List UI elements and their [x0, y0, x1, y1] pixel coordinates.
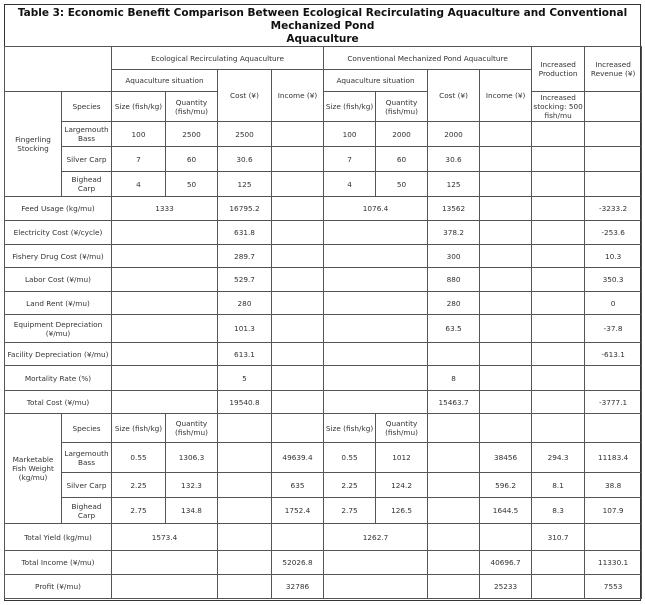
blank-cell [480, 391, 532, 414]
eco-cost-cell [218, 473, 272, 498]
row-label: Fishery Drug Cost (¥/mu) [5, 245, 112, 268]
increased-revenue-cell: 38.8 [585, 473, 642, 498]
eco-cost-cell: 289.7 [218, 245, 272, 268]
conv-size-cell: 100 [324, 122, 376, 147]
eco-quantity-cell: 50 [166, 172, 218, 197]
blank-cell [218, 575, 272, 599]
header-conv-income: Income (¥) [480, 70, 532, 122]
blank-cell [428, 414, 480, 443]
blank-cell [272, 524, 324, 551]
eco-cost-cell: 529.7 [218, 268, 272, 292]
eco-cost-cell [218, 443, 272, 473]
eco-cost-cell: 613.1 [218, 343, 272, 366]
conv-income-cell [480, 197, 532, 221]
blank-cell [218, 524, 272, 551]
conv-quantity-cell: 50 [376, 172, 428, 197]
blank-cell [324, 575, 428, 599]
conv-size-cell: 2.75 [324, 498, 376, 524]
row-label: Total Yield (kg/mu) [5, 524, 112, 551]
conv-cost-cell [428, 343, 480, 366]
table-row [5, 414, 642, 443]
blank-cell [480, 524, 532, 551]
blank-cell [532, 366, 585, 391]
increased-revenue-cell [585, 147, 642, 172]
increased-production-cell [532, 147, 585, 172]
row-label: Feed Usage (kg/mu) [5, 197, 112, 221]
species-cell: Bighead Carp [62, 172, 112, 197]
eco-income-cell: 49639.4 [272, 443, 324, 473]
conv-quantity-cell: 126.5 [376, 498, 428, 524]
table-row [5, 473, 642, 498]
eco-size-cell: 7 [112, 147, 166, 172]
conv-cost-cell [428, 498, 480, 524]
conv-size-header: Size (fish/kg) [324, 92, 376, 122]
increased-revenue-cell: 11183.4 [585, 443, 642, 473]
eco-income-cell: 1752.4 [272, 498, 324, 524]
row-label: Mortality Rate (%) [5, 366, 112, 391]
increased-revenue-cell: 11330.1 [585, 551, 642, 575]
eco-cost-cell: 19540.8 [218, 391, 272, 414]
blank-cell [532, 551, 585, 575]
blank-cell [480, 268, 532, 292]
blank-cell [532, 414, 585, 443]
eco-size-cell: 100 [112, 122, 166, 147]
row-label: Facility Depreciation (¥/mu) [5, 343, 112, 366]
blank-cell [324, 221, 428, 245]
blank-cell [272, 366, 324, 391]
increased-production-cell: 294.3 [532, 443, 585, 473]
conv-cost-cell: 8 [428, 366, 480, 391]
table-row [5, 551, 642, 575]
species-header: Species [62, 414, 112, 443]
title-line-2: Aquaculture [286, 33, 359, 45]
table-row [5, 443, 642, 473]
conv-cost-cell: 13562 [428, 197, 480, 221]
header-eco-income: Income (¥) [272, 70, 324, 122]
eco-cost-cell: 16795.2 [218, 197, 272, 221]
table-title [4, 7, 641, 46]
blank-cell [324, 551, 428, 575]
table-row [5, 292, 642, 315]
increased-stocking-note: Increased stocking: 500 fish/mu [533, 93, 583, 120]
blank-cell [272, 245, 324, 268]
conv-size-header: Size (fish/kg) [324, 414, 376, 443]
blank-cell [112, 366, 218, 391]
conv-cost-cell: 125 [428, 172, 480, 197]
row-label: Equipment Depreciation (¥/mu) [5, 315, 112, 343]
conv-size-cell: 2.25 [324, 473, 376, 498]
eco-cost-cell: 631.8 [218, 221, 272, 245]
eco-size-cell: 0.55 [112, 443, 166, 473]
eco-income-cell [272, 122, 324, 147]
conv-cost-cell: 63.5 [428, 315, 480, 343]
conv-cost-cell: 15463.7 [428, 391, 480, 414]
blank-cell [112, 268, 218, 292]
row-label: Total Income (¥/mu) [5, 551, 112, 575]
header-conv-situation: Aquaculture situation [324, 70, 428, 92]
table-row [5, 221, 642, 245]
table-row [5, 391, 642, 414]
table-row [5, 197, 642, 221]
species-cell: Largemouth Bass [62, 443, 112, 473]
conv-cost-cell: 880 [428, 268, 480, 292]
header-conv: Conventional Mechanized Pond Aquaculture [324, 47, 532, 70]
blank-cell [532, 268, 585, 292]
eco-income-cell [272, 197, 324, 221]
eco-income-cell: 32786 [272, 575, 324, 599]
blank-cell [428, 575, 480, 599]
eco-total-cell: 1573.4 [112, 524, 218, 551]
blank-cell [532, 245, 585, 268]
header-eco-cost: Cost (¥) [218, 70, 272, 122]
increased-production-cell: 8.1 [532, 473, 585, 498]
blank-cell [585, 92, 642, 122]
blank-cell [480, 343, 532, 366]
comparison-table [4, 46, 642, 599]
conv-income-cell: 40696.7 [480, 551, 532, 575]
blank-cell [324, 343, 428, 366]
eco-size-cell: 2.75 [112, 498, 166, 524]
table-row [5, 268, 642, 292]
increased-revenue-cell: -613.1 [585, 343, 642, 366]
blank-cell [324, 391, 428, 414]
marketable-label: Marketable Fish Weight (kg/mu) [5, 414, 62, 524]
conv-size-cell: 0.55 [324, 443, 376, 473]
increased-production-cell [532, 172, 585, 197]
increased-revenue-cell: 7553 [585, 575, 642, 599]
eco-amount-cell: 1333 [112, 197, 218, 221]
eco-quantity-header: Quantity (fish/mu) [166, 92, 218, 122]
conv-quantity-cell: 2000 [376, 122, 428, 147]
blank-cell [532, 343, 585, 366]
conv-income-cell: 596.2 [480, 473, 532, 498]
blank-cell [324, 268, 428, 292]
species-cell: Bighead Carp [62, 498, 112, 524]
row-label: Electricity Cost (¥/cycle) [5, 221, 112, 245]
species-header: Species [62, 92, 112, 122]
conv-income-cell: 25233 [480, 575, 532, 599]
blank-cell [324, 315, 428, 343]
blank-cell [532, 221, 585, 245]
blank-cell [112, 245, 218, 268]
eco-quantity-cell: 2500 [166, 122, 218, 147]
eco-cost-cell: 30.6 [218, 147, 272, 172]
table-row [5, 575, 642, 599]
increased-revenue-cell: -3233.2 [585, 197, 642, 221]
table-row [5, 172, 642, 197]
eco-income-cell: 635 [272, 473, 324, 498]
species-cell: Silver Carp [62, 147, 112, 172]
increased-production-cell [532, 122, 585, 147]
conv-quantity-cell: 60 [376, 147, 428, 172]
conv-cost-cell: 300 [428, 245, 480, 268]
conv-income-cell [480, 122, 532, 147]
fingerling-label: Fingerling Stocking [5, 92, 62, 197]
blank-cell [532, 575, 585, 599]
eco-size-header: Size (fish/kg) [112, 92, 166, 122]
eco-size-cell: 2.25 [112, 473, 166, 498]
eco-cost-cell: 2500 [218, 122, 272, 147]
blank-cell [480, 221, 532, 245]
blank-cell [272, 343, 324, 366]
blank-cell [272, 268, 324, 292]
table-row [5, 315, 642, 343]
blank-cell [585, 524, 642, 551]
conv-cost-cell: 30.6 [428, 147, 480, 172]
eco-quantity-header: Quantity (fish/mu) [166, 414, 218, 443]
blank-cell [112, 551, 218, 575]
table-row [5, 366, 642, 391]
eco-quantity-cell: 132.3 [166, 473, 218, 498]
blank-cell [480, 292, 532, 315]
table-row [5, 524, 642, 551]
increased-revenue-cell: 350.3 [585, 268, 642, 292]
eco-income-cell: 52026.8 [272, 551, 324, 575]
blank-cell [112, 292, 218, 315]
species-cell: Largemouth Bass [62, 122, 112, 147]
increased-revenue-cell: 0 [585, 292, 642, 315]
header-eco-situation: Aquaculture situation [112, 70, 218, 92]
eco-income-cell [272, 147, 324, 172]
increased-production-cell [532, 197, 585, 221]
eco-cost-cell: 5 [218, 366, 272, 391]
blank-cell [480, 414, 532, 443]
blank-cell [218, 414, 272, 443]
eco-size-header: Size (fish/kg) [112, 414, 166, 443]
increased-revenue-cell: 107.9 [585, 498, 642, 524]
increased-production-cell: 8.3 [532, 498, 585, 524]
header-increased-revenue: Increased Revenue (¥) [585, 47, 642, 92]
eco-quantity-cell: 134.8 [166, 498, 218, 524]
table-row [5, 147, 642, 172]
increased-production-cell: 310.7 [532, 524, 585, 551]
table-row [5, 498, 642, 524]
blank-cell [112, 575, 218, 599]
blank-cell [112, 343, 218, 366]
eco-size-cell: 4 [112, 172, 166, 197]
blank-cell [272, 221, 324, 245]
row-label: Labor Cost (¥/mu) [5, 268, 112, 292]
eco-cost-cell: 125 [218, 172, 272, 197]
header-blank [5, 47, 112, 92]
blank-cell [532, 292, 585, 315]
blank-cell [428, 524, 480, 551]
conv-cost-cell [428, 473, 480, 498]
blank-cell [532, 315, 585, 343]
header-conv-cost: Cost (¥) [428, 70, 480, 122]
conv-income-cell [480, 172, 532, 197]
eco-cost-cell: 101.3 [218, 315, 272, 343]
blank-cell [112, 391, 218, 414]
row-label: Total Cost (¥/mu) [5, 391, 112, 414]
blank-cell [324, 245, 428, 268]
table-row [5, 122, 642, 147]
table-row [5, 245, 642, 268]
conv-quantity-cell: 124.2 [376, 473, 428, 498]
eco-quantity-cell: 60 [166, 147, 218, 172]
header-increased-production: Increased Production [532, 47, 585, 92]
conv-income-cell: 1644.5 [480, 498, 532, 524]
increased-revenue-cell: -3777.1 [585, 391, 642, 414]
conv-income-cell [480, 147, 532, 172]
conv-cost-cell: 378.2 [428, 221, 480, 245]
eco-cost-cell [218, 498, 272, 524]
blank-cell [272, 391, 324, 414]
species-cell: Silver Carp [62, 473, 112, 498]
blank-cell [112, 221, 218, 245]
row-label: Land Rent (¥/mu) [5, 292, 112, 315]
increased-revenue-cell: -37.8 [585, 315, 642, 343]
blank-cell [428, 551, 480, 575]
blank-cell [218, 551, 272, 575]
blank-cell [272, 292, 324, 315]
conv-quantity-header: Quantity (fish/mu) [376, 92, 428, 122]
conv-income-cell: 38456 [480, 443, 532, 473]
increased-revenue-cell [585, 122, 642, 147]
eco-cost-cell: 280 [218, 292, 272, 315]
conv-cost-cell [428, 443, 480, 473]
blank-cell [480, 315, 532, 343]
blank-cell [272, 414, 324, 443]
title-line-1: Table 3: Economic Benefit Comparison Between Ecological Recirculating Aquaculture and Conventional Mechanized Pond [17, 7, 628, 32]
blank-cell [112, 315, 218, 343]
conv-quantity-header: Quantity (fish/mu) [376, 414, 428, 443]
blank-cell [480, 245, 532, 268]
increased-revenue-cell: -253.6 [585, 221, 642, 245]
blank-cell [532, 391, 585, 414]
table-row [5, 343, 642, 366]
row-label: Profit (¥/mu) [5, 575, 112, 599]
conv-total-cell: 1262.7 [324, 524, 428, 551]
header-eco: Ecological Recirculating Aquaculture [112, 47, 324, 70]
blank-cell [585, 414, 642, 443]
blank-cell [480, 366, 532, 391]
increased-revenue-cell [585, 172, 642, 197]
conv-size-cell: 4 [324, 172, 376, 197]
conv-amount-cell: 1076.4 [324, 197, 428, 221]
conv-size-cell: 7 [324, 147, 376, 172]
conv-cost-cell: 2000 [428, 122, 480, 147]
blank-cell [324, 366, 428, 391]
conv-quantity-cell: 1012 [376, 443, 428, 473]
blank-cell [324, 292, 428, 315]
eco-quantity-cell: 1306.3 [166, 443, 218, 473]
increased-revenue-cell [585, 366, 642, 391]
conv-cost-cell: 280 [428, 292, 480, 315]
increased-revenue-cell: 10.3 [585, 245, 642, 268]
eco-income-cell [272, 172, 324, 197]
blank-cell [272, 315, 324, 343]
